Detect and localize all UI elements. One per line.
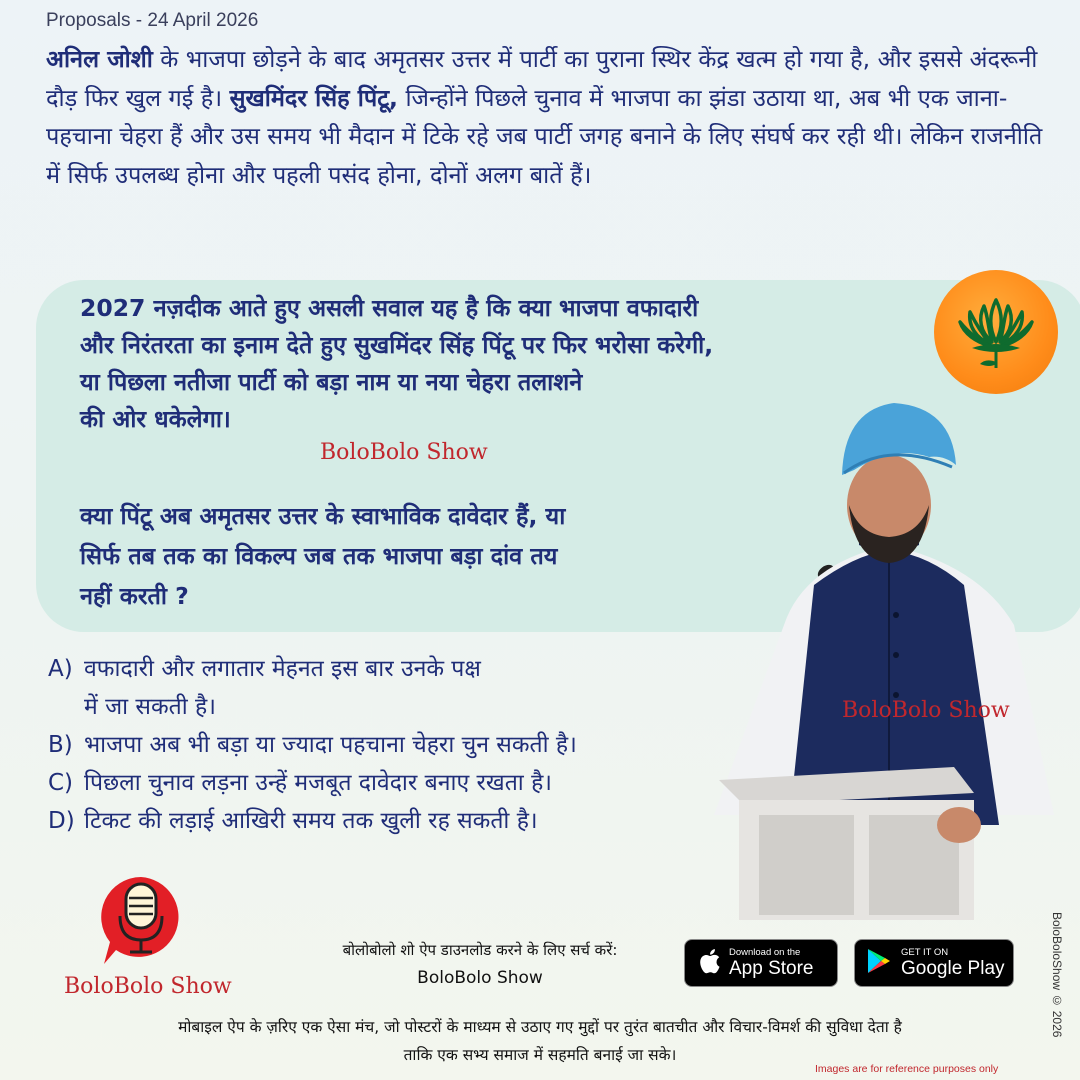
watermark: BoloBolo Show xyxy=(320,440,488,465)
question-line: क्या पिंटू अब अमृतसर उत्तर के स्वाभाविक दावेदार हैं, या xyxy=(80,502,566,530)
intro-paragraph xyxy=(46,40,1046,194)
answer-options xyxy=(48,650,738,840)
download-app-name: BoloBolo Show xyxy=(417,968,543,988)
app-store-button[interactable] xyxy=(684,939,838,987)
option-b[interactable] xyxy=(48,726,738,764)
name-sukhminder-pintu: सुखमिंदर सिंह पिंटू, xyxy=(229,83,398,112)
google-play-small: GET IT ON xyxy=(901,947,949,958)
option-line: वफादारी और लगातार मेहनत इस बार उनके पक्ष xyxy=(84,656,481,682)
bjp-lotus-icon xyxy=(934,270,1058,394)
download-label xyxy=(292,936,668,992)
question-line: सिर्फ तब तक का विकल्प जब तक भाजपा बड़ा दांव तय xyxy=(80,542,558,570)
question-sub xyxy=(80,496,730,616)
google-play-button[interactable] xyxy=(854,939,1014,987)
side-credit: BoloBoloShow © 2026 xyxy=(1050,912,1064,1038)
question-line: 2027 नज़दीक आते हुए असली सवाल यह है कि क्या भाजपा वफादारी xyxy=(80,294,699,322)
image-disclaimer: Images are for reference purposes only xyxy=(815,1063,999,1075)
option-key: B) xyxy=(48,732,73,758)
download-instruction: बोलोबोलो शो ऐप डाउनलोड करने के लिए सर्च करें: xyxy=(342,941,618,959)
intro-text-2: जिन्होंने पिछले चुनाव में भाजपा का झंडा उठाया था, अब भी एक जाना-पहचाना चेहरा हैं और उस समय भी मैदान में टिके रहे जब पार्टी जगह बनाने के लिए संघर्ष कर रही थी। लेकिन राजनीति में सिर्फ उपलब्ध होना और पहली पसंद होना, दोनों अलग बातें हैं। xyxy=(46,83,1043,189)
app-store-small: Download on the xyxy=(729,947,801,958)
date-line: Proposals - 24 April 2026 xyxy=(46,10,259,31)
option-d[interactable] xyxy=(48,802,738,840)
option-text: पिछला चुनाव लड़ना उन्हें मजबूत दावेदार बनाए रखता है। xyxy=(84,770,553,796)
option-c[interactable] xyxy=(48,764,738,802)
option-key: C) xyxy=(48,770,74,796)
option-text: भाजपा अब भी बड़ा या ज्यादा पहचाना चेहरा चुन सकती है। xyxy=(84,732,577,758)
question-line: और निरंतरता का इनाम देते हुए सुखमिंदर सिंह पिंटू पर फिर भरोसा करेगी, xyxy=(80,331,714,359)
intro-text-1: के भाजपा छोड़ने के बाद अमृतसर उत्तर में पार्टी का पुराना स्थिर केंद्र खत्म हो गया है, और इससे अंदरूनी दौड़ फिर खुल गई है। xyxy=(46,45,1038,112)
question-line: की ओर धकेलेगा। xyxy=(80,405,231,433)
apple-icon xyxy=(697,947,721,979)
google-play-icon xyxy=(867,948,891,978)
footer-line: ताकि एक सभ्य समाज में सहमति बनाई जा सके। xyxy=(403,1046,677,1064)
option-key: A) xyxy=(48,656,73,682)
option-text: टिकट की लड़ाई आखिरी समय तक खुली रह सकती है। xyxy=(84,808,538,834)
brand-logo-text: BoloBolo Show xyxy=(64,974,232,999)
name-anil-joshi: अनिल जोशी xyxy=(46,45,153,73)
google-play-big: Google Play xyxy=(901,958,1005,979)
app-store-big: App Store xyxy=(729,958,814,979)
app-store-text xyxy=(729,947,814,979)
question-line: या पिछला नतीजा पार्टी को बड़ा नाम या नया चेहरा तलाशने xyxy=(80,368,583,396)
google-play-text xyxy=(901,947,1005,979)
politician-photo xyxy=(714,395,1064,920)
footer-line: मोबाइल ऐप के ज़रिए एक ऐसा मंच, जो पोस्टरों के माध्यम से उठाए गए मुद्दों पर तुरंत बातचीत और विचार-विमर्श की सुविधा देता है xyxy=(178,1018,902,1036)
option-a[interactable] xyxy=(48,650,738,726)
watermark-photo: BoloBolo Show xyxy=(842,698,1010,723)
question-line: नहीं करती ? xyxy=(80,582,189,610)
option-text xyxy=(84,650,481,726)
footer-tagline xyxy=(40,1013,1040,1069)
bolobolo-mic-logo-icon xyxy=(96,872,186,967)
option-key: D) xyxy=(48,808,75,834)
option-line: में जा सकती है। xyxy=(84,694,216,720)
